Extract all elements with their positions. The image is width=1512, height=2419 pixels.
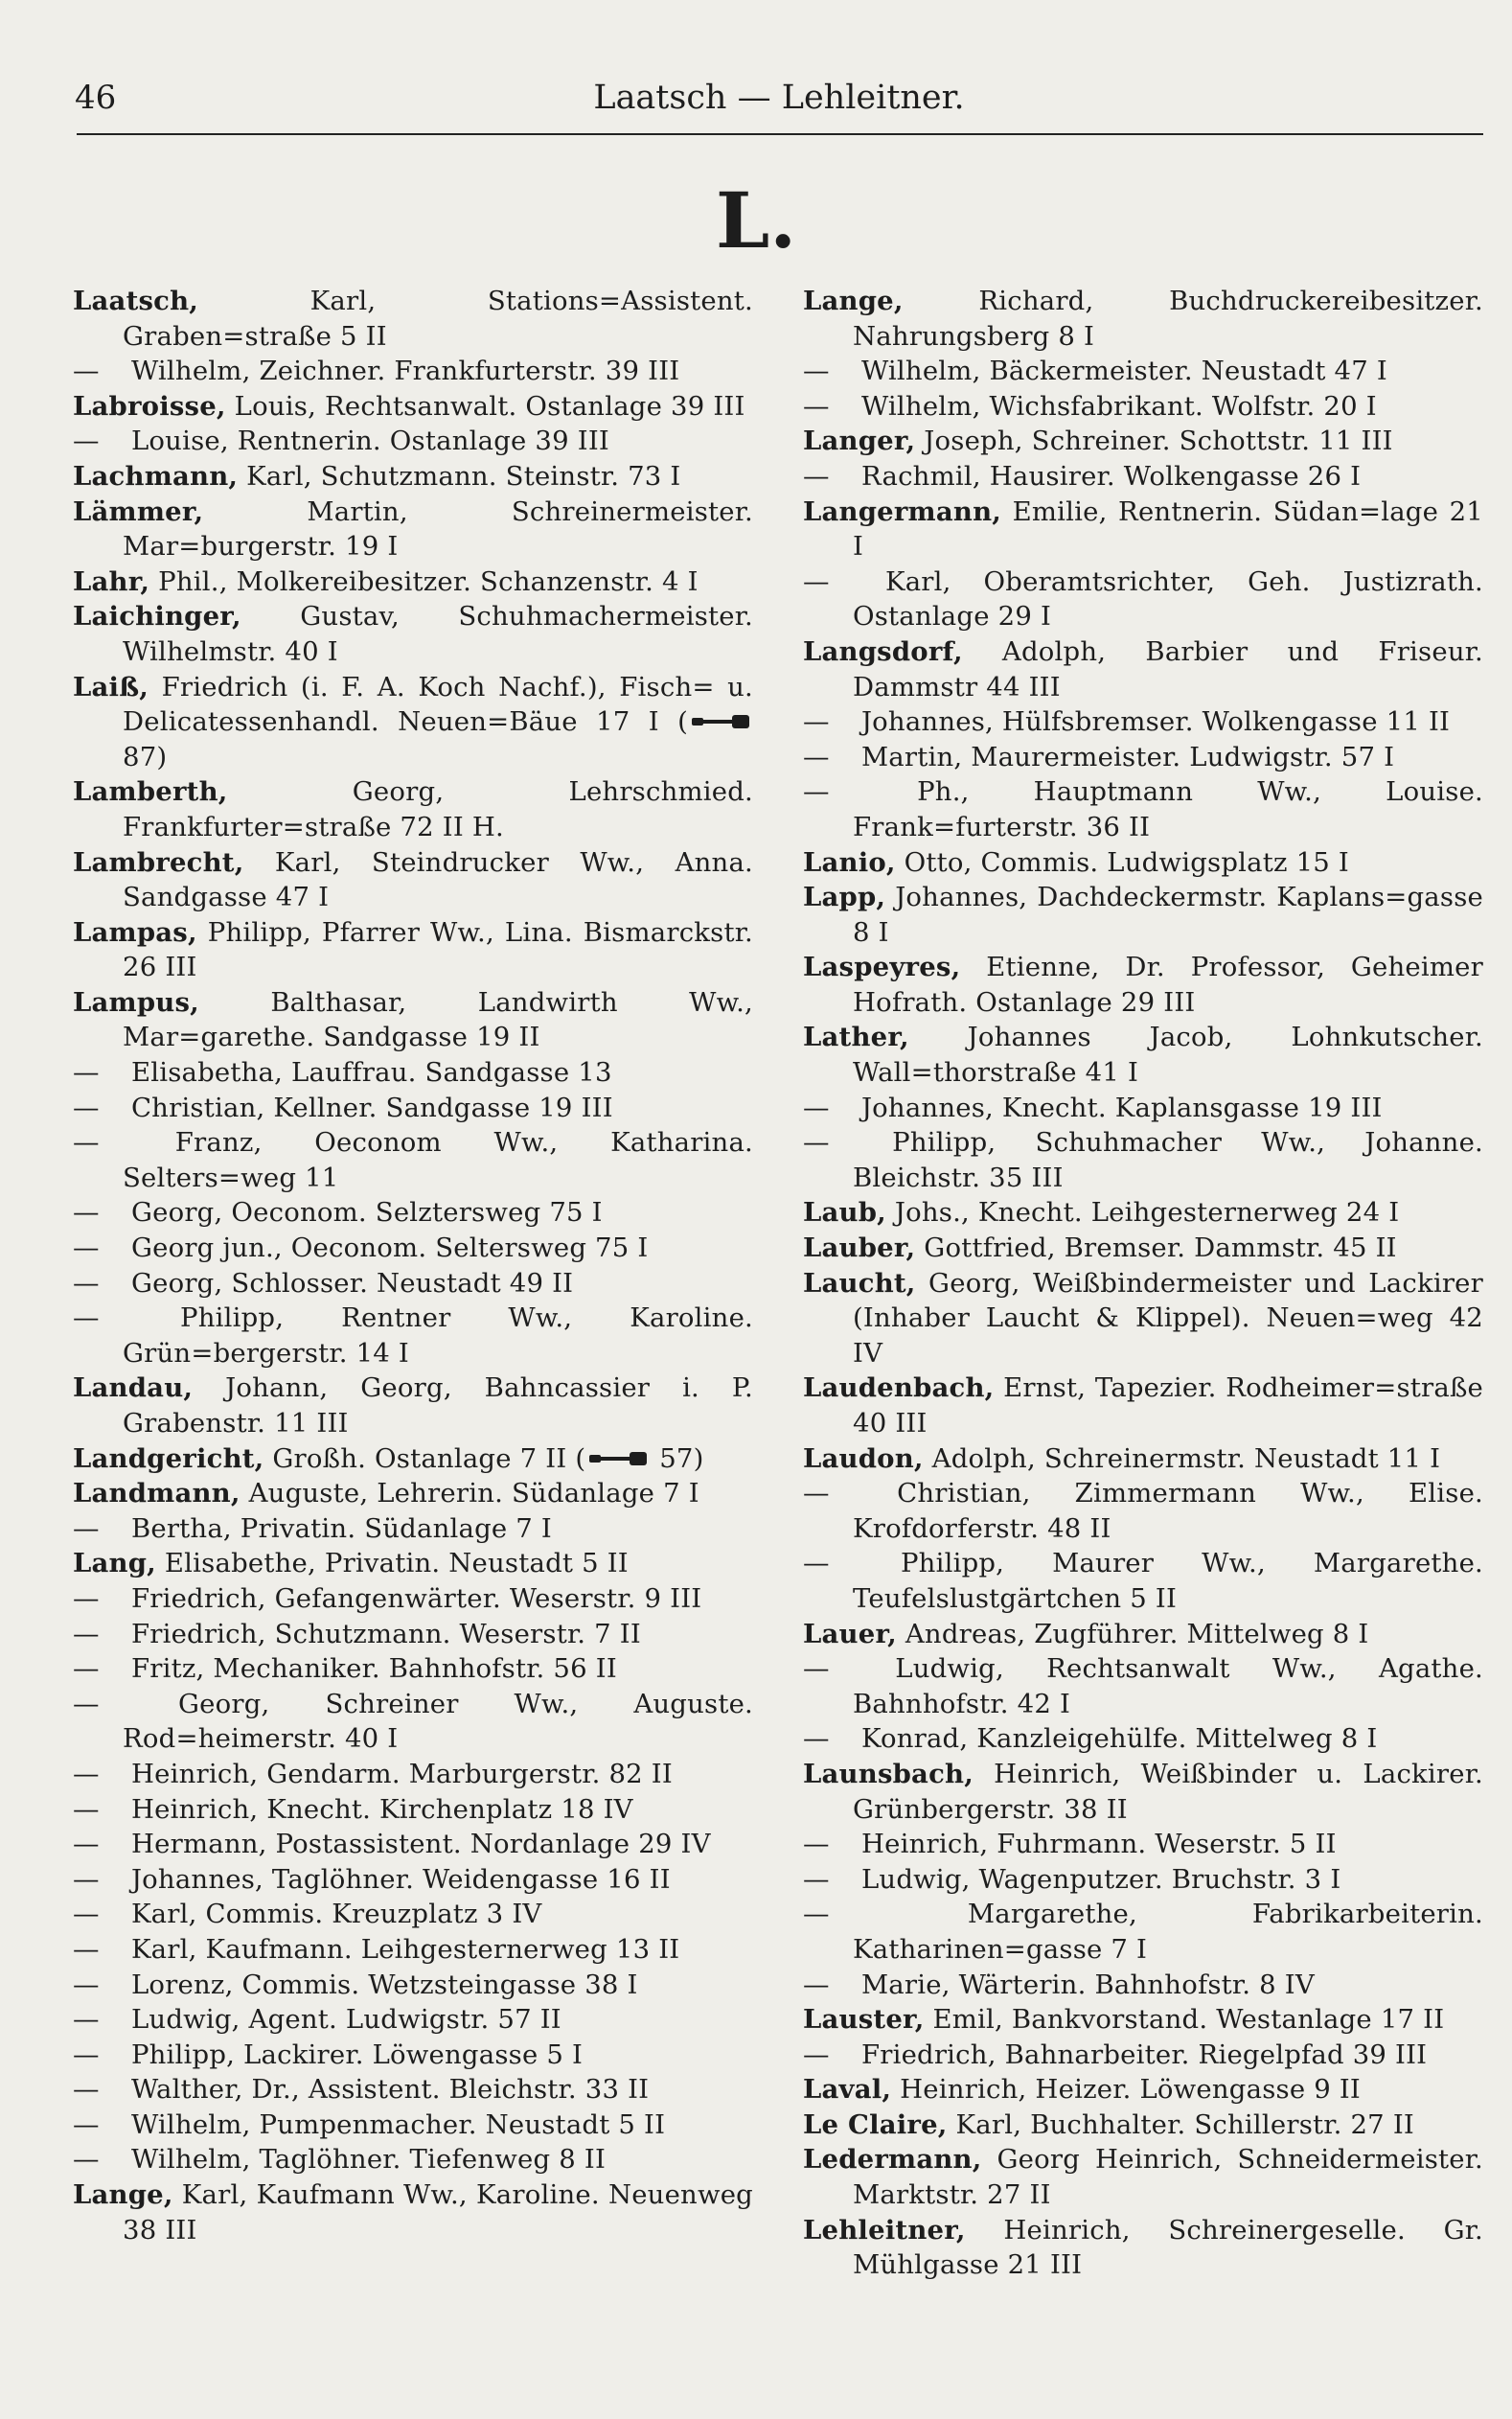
directory-entry: [73, 1511, 753, 1547]
entry-details: Andreas, Zugführer. Mittelweg 8 I: [896, 1618, 1369, 1649]
entry-details: Ph., Hauptmann Ww., Louise. Frank=furterstr. 36 II: [853, 776, 1483, 842]
entry-details: Martin, Schreinermeister. Mar=burgerstr. 19 I: [123, 495, 753, 563]
entry-surname: Lahr,: [73, 565, 150, 597]
directory-entry: [803, 354, 1483, 389]
entry-details: Johannes, Dachdeckermstr. Kaplans=gasse 8 I: [853, 882, 1483, 948]
entry-details: Ernst, Tapezier. Rodheimer=straße 40 III: [853, 1372, 1483, 1439]
directory-entry: [73, 495, 753, 564]
same-surname-dash: —: [73, 2004, 100, 2036]
directory-entry: [803, 2213, 1483, 2283]
directory-entry: [73, 1651, 753, 1687]
entry-surname: Langsdorf,: [803, 635, 963, 667]
entry-details: Heinrich, Fuhrmann. Weserstr. 5 II: [853, 1829, 1337, 1860]
entry-details: Wilhelm, Pumpenmacher. Neustadt 5 II: [123, 2108, 666, 2140]
directory-entry: [803, 1827, 1483, 1862]
directory-entry: [73, 599, 753, 669]
entry-details: Emilie, Rentnerin. Südan=lage 21 I: [853, 495, 1483, 563]
same-surname-dash: —: [803, 1723, 830, 1755]
directory-entry: [803, 1617, 1483, 1652]
same-surname-dash: —: [803, 565, 830, 597]
directory-entry: [803, 774, 1483, 844]
directory-entry: [73, 564, 753, 600]
directory-entry: [803, 1266, 1483, 1371]
entry-details: Wilhelm, Taglöhner. Tiefenweg 8 II: [123, 2144, 607, 2176]
entry-details: Philipp, Rentner Ww., Karoline. Grün=bergerstr. 14 I: [123, 1302, 753, 1369]
same-surname-dash: —: [73, 1969, 100, 2000]
entry-details: Großh. Ostanlage 7 II (: [263, 1442, 586, 1474]
entry-details: Karl, Kaufmann. Leihgesternerweg 13 II: [123, 1933, 680, 1965]
same-surname-dash: —: [73, 1618, 100, 1649]
entry-details: Johannes, Taglöhner. Weidengasse 16 II: [123, 1863, 671, 1895]
directory-entry: [73, 424, 753, 459]
entry-surname: Lambrecht,: [73, 846, 244, 878]
directory-entry: [73, 389, 753, 425]
entry-details: Martin, Maurermeister. Ludwigstr. 57 I: [853, 741, 1395, 772]
directory-entry: [803, 1195, 1483, 1231]
directory-entry: [803, 389, 1483, 425]
directory-entry: [73, 354, 753, 389]
directory-entry: [803, 1091, 1483, 1126]
same-surname-dash: —: [73, 1127, 100, 1159]
directory-entry: [73, 1968, 753, 2003]
directory-entry: [803, 634, 1483, 704]
directory-entry: [803, 1651, 1483, 1721]
entry-details: Adolph, Schreinermstr. Neustadt 11 I: [923, 1442, 1441, 1474]
page-number: 46: [75, 79, 117, 117]
directory-entry: [803, 1125, 1483, 1195]
same-surname-dash: —: [803, 1478, 830, 1509]
entry-surname: Lange,: [73, 2179, 173, 2211]
entry-surname: Lampas,: [73, 916, 197, 948]
entry-details: Adolph, Barbier und Friseur. Dammstr 44 III: [853, 635, 1483, 703]
directory-entry: [73, 774, 753, 844]
entry-details: Heinrich, Heizer. Löwengasse 9 II: [891, 2074, 1361, 2106]
directory-entry: [803, 495, 1483, 564]
entry-details: Balthasar, Landwirth Ww., Mar=garethe. Sandgasse 19 II: [123, 986, 753, 1053]
directory-entry: [73, 1125, 753, 1195]
entry-details: Heinrich, Gendarm. Marburgerstr. 82 II: [123, 1758, 673, 1789]
directory-entry: [803, 704, 1483, 740]
entry-surname: Lampus,: [73, 986, 199, 1018]
entry-details: Johannes, Knecht. Kaplansgasse 19 III: [853, 1092, 1383, 1123]
directory-entry: [803, 2038, 1483, 2073]
directory-entry: [73, 915, 753, 985]
entry-details: Fritz, Mechaniker. Bahnhofstr. 56 II: [123, 1653, 617, 1685]
directory-entry: [73, 670, 753, 775]
directory-entry: [73, 1301, 753, 1371]
same-surname-dash: —: [73, 1688, 100, 1719]
directory-entry: [803, 1757, 1483, 1827]
entry-surname: Lather,: [803, 1022, 909, 1053]
entry-details: Philipp, Schuhmacher Ww., Johanne. Bleichstr. 35 III: [853, 1127, 1483, 1193]
directory-entry: [73, 1091, 753, 1126]
entry-details: Friedrich, Bahnarbeiter. Riegelpfad 39 III: [853, 2039, 1428, 2070]
entry-details: Bertha, Privatin. Südanlage 7 I: [123, 1512, 552, 1544]
header-rule: [77, 133, 1483, 135]
entry-details: Johann, Georg, Bahncassier i. P. Grabenstr. 11 III: [123, 1372, 753, 1439]
entry-details: Heinrich, Knecht. Kirchenplatz 18 IV: [123, 1793, 633, 1825]
directory-entry: [73, 2038, 753, 2073]
entry-surname: Laudon,: [803, 1442, 924, 1474]
entry-details: Heinrich, Schreinergeselle. Gr. Mühlgasse 21 III: [853, 2214, 1483, 2281]
same-surname-dash: —: [73, 1512, 100, 1544]
same-surname-dash: —: [803, 1127, 830, 1159]
phone-number: 57): [651, 1442, 704, 1474]
entry-details: Ludwig, Wagenputzer. Bruchstr. 3 I: [853, 1863, 1341, 1895]
entry-details: Gottfried, Bremser. Dammstr. 45 II: [915, 1233, 1397, 1264]
entry-surname: Labroisse,: [73, 390, 226, 422]
same-surname-dash: —: [803, 460, 830, 492]
entry-surname: Landau,: [73, 1372, 194, 1404]
left-column: [73, 284, 753, 2247]
entry-details: Walther, Dr., Assistent. Bleichstr. 33 II: [123, 2074, 650, 2106]
directory-entry: [73, 2002, 753, 2038]
directory-entry: [803, 459, 1483, 495]
phone-number: 87): [123, 741, 168, 772]
entry-details: Philipp, Lackirer. Löwengasse 5 I: [123, 2039, 584, 2070]
directory-entry: [803, 284, 1483, 354]
same-surname-dash: —: [803, 741, 830, 772]
entry-details: Louise, Rentnerin. Ostanlage 39 III: [123, 426, 609, 457]
directory-entry: [803, 740, 1483, 775]
entry-surname: Laval,: [803, 2074, 892, 2106]
entry-details: Philipp, Pfarrer Ww., Lina. Bismarckstr. 26 III: [123, 916, 753, 983]
entry-surname: Le Claire,: [803, 2108, 948, 2140]
entry-details: Konrad, Kanzleigehülfe. Mittelweg 8 I: [853, 1723, 1378, 1755]
entry-details: Johannes Jacob, Lohnkutscher. Wall=thorstraße 41 I: [853, 1022, 1483, 1089]
entry-details: Philipp, Maurer Ww., Margarethe. Teufelslustgärtchen 5 II: [853, 1548, 1483, 1614]
same-surname-dash: —: [73, 1197, 100, 1229]
entry-details: Friedrich (i. F. A. Koch Nachf.), Fisch= u. Delicatessenhandl. Neuen=Bäue 17 I (: [123, 671, 753, 738]
directory-entry: [803, 2108, 1483, 2143]
entry-details: Georg, Oeconom. Selztersweg 75 I: [123, 1197, 603, 1229]
entry-surname: Laatsch,: [73, 286, 199, 316]
entry-surname: Laudenbach,: [803, 1372, 995, 1404]
directory-entry: [73, 2177, 753, 2247]
directory-entry: [803, 2002, 1483, 2038]
same-surname-dash: —: [73, 2074, 100, 2106]
telephone-icon: [587, 1448, 649, 1469]
entry-details: Ludwig, Agent. Ludwigstr. 57 II: [123, 2004, 561, 2036]
entry-surname: Launsbach,: [803, 1758, 974, 1789]
same-surname-dash: —: [803, 1653, 830, 1685]
entry-surname: Lanio,: [803, 846, 896, 878]
entry-surname: Lauster,: [803, 2004, 925, 2036]
directory-entry: [73, 845, 753, 915]
entry-surname: Langermann,: [803, 495, 1002, 527]
directory-entry: [73, 459, 753, 495]
entry-details: Joseph, Schreiner. Schottstr. 11 III: [915, 426, 1393, 457]
directory-entry: [73, 2108, 753, 2143]
same-surname-dash: —: [73, 1582, 100, 1614]
entry-surname: Lämmer,: [73, 495, 204, 527]
entry-details: Friedrich, Schutzmann. Weserstr. 7 II: [123, 1618, 641, 1649]
same-surname-dash: —: [73, 1267, 100, 1299]
entry-details: Christian, Zimmermann Ww., Elise. Krofdorferstr. 48 II: [853, 1478, 1483, 1544]
same-surname-dash: —: [73, 356, 100, 387]
entry-surname: Lauer,: [803, 1618, 897, 1649]
directory-entry: [73, 1617, 753, 1652]
entry-surname: Laspeyres,: [803, 952, 961, 983]
entry-surname: Langer,: [803, 426, 916, 457]
directory-entry: [803, 564, 1483, 634]
section-letter: L.: [715, 175, 797, 265]
directory-entry: [73, 1792, 753, 1828]
entry-details: Auguste, Lehrerin. Südanlage 7 I: [240, 1478, 699, 1509]
entry-details: Georg, Schreiner Ww., Auguste. Rod=heimerstr. 40 I: [123, 1688, 753, 1755]
same-surname-dash: —: [73, 2039, 100, 2070]
entry-details: Karl, Schutzmann. Steinstr. 73 I: [238, 460, 681, 492]
same-surname-dash: —: [803, 1829, 830, 1860]
directory-entry: [73, 1581, 753, 1617]
directory-entry: [73, 2072, 753, 2108]
same-surname-dash: —: [73, 2108, 100, 2140]
same-surname-dash: —: [73, 1057, 100, 1089]
directory-entry: [73, 1371, 753, 1440]
right-column: [803, 284, 1483, 2283]
entry-details: Ludwig, Rechtsanwalt Ww., Agathe. Bahnhofstr. 42 I: [853, 1653, 1483, 1719]
entry-details: Marie, Wärterin. Bahnhofstr. 8 IV: [853, 1969, 1315, 2000]
same-surname-dash: —: [803, 1863, 830, 1895]
entry-details: Georg jun., Oeconom. Seltersweg 75 I: [123, 1233, 649, 1264]
same-surname-dash: —: [803, 1548, 830, 1579]
directory-entry: [803, 1441, 1483, 1477]
entry-details: Karl, Commis. Kreuzplatz 3 IV: [123, 1899, 542, 1930]
same-surname-dash: —: [803, 390, 830, 422]
directory-entry: [803, 2142, 1483, 2212]
directory-entry: [803, 1476, 1483, 1546]
entry-surname: Laucht,: [803, 1267, 916, 1299]
same-surname-dash: —: [73, 1899, 100, 1930]
entry-surname: Lang,: [73, 1548, 156, 1579]
running-head: Laatsch — Lehleitner.: [593, 79, 965, 117]
entry-details: Etienne, Dr. Professor, Geheimer Hofrath. Ostanlage 29 III: [853, 952, 1483, 1018]
entry-details: Rachmil, Hausirer. Wolkengasse 26 I: [853, 460, 1362, 492]
directory-entry: [73, 284, 753, 354]
entry-details: Georg, Weißbindermeister und Lackirer (Inhaber Laucht & Klippel). Neuen=weg 42 IV: [853, 1267, 1483, 1369]
telephone-icon: [690, 711, 751, 732]
entry-details: Karl, Steindrucker Ww., Anna. Sandgasse 47 I: [123, 846, 753, 913]
directory-entry: [73, 1687, 753, 1757]
directory-entry: [803, 1897, 1483, 1967]
directory-entry: [73, 985, 753, 1055]
entry-details: Johannes, Hülfsbremser. Wolkengasse 11 II: [853, 706, 1451, 738]
same-surname-dash: —: [803, 776, 830, 808]
directory-entry: [73, 1441, 753, 1477]
directory-entry: [73, 1827, 753, 1862]
entry-details: Phil., Molkereibesitzer. Schanzenstr. 4 I: [149, 565, 699, 597]
entry-details: Margarethe, Fabrikarbeiterin. Katharinen=gasse 7 I: [853, 1899, 1483, 1965]
entry-details: Georg, Lehrschmied. Frankfurter=straße 72 II H.: [123, 776, 753, 842]
same-surname-dash: —: [73, 426, 100, 457]
entry-details: Lorenz, Commis. Wetzsteingasse 38 I: [123, 1969, 638, 2000]
directory-entry: [73, 1862, 753, 1898]
directory-entry: [73, 1266, 753, 1302]
entry-details: Elisabetha, Lauffrau. Sandgasse 13: [123, 1057, 612, 1089]
directory-entry: [73, 1195, 753, 1231]
directory-entry: [803, 1862, 1483, 1898]
entry-surname: Lange,: [803, 286, 904, 316]
entry-surname: Laub,: [803, 1197, 886, 1229]
directory-entry: [73, 1055, 753, 1091]
entry-surname: Landgericht,: [73, 1442, 264, 1474]
entry-details: Hermann, Postassistent. Nordanlage 29 IV: [123, 1829, 711, 1860]
same-surname-dash: —: [73, 2144, 100, 2176]
entry-details: Louis, Rechtsanwalt. Ostanlage 39 III: [225, 390, 745, 422]
entry-details: Christian, Kellner. Sandgasse 19 III: [123, 1092, 613, 1123]
entry-details: Elisabethe, Privatin. Neustadt 5 II: [155, 1548, 629, 1579]
directory-entry: [803, 1231, 1483, 1266]
directory-entry: [803, 880, 1483, 950]
same-surname-dash: —: [73, 1933, 100, 1965]
page-header: [75, 79, 1483, 127]
entry-details: Emil, Bankvorstand. Westanlage 17 II: [924, 2004, 1445, 2036]
entry-surname: Laiß,: [73, 671, 149, 703]
entry-details: Friedrich, Gefangenwärter. Weserstr. 9 III: [123, 1582, 702, 1614]
entry-surname: Landmann,: [73, 1478, 241, 1509]
entry-details: Wilhelm, Zeichner. Frankfurterstr. 39 III: [123, 356, 680, 387]
directory-entry: [803, 424, 1483, 459]
entry-details: Georg Heinrich, Schneidermeister. Marktstr. 27 II: [853, 2144, 1483, 2211]
entry-surname: Lapp,: [803, 882, 886, 913]
entry-details: Otto, Commis. Ludwigsplatz 15 I: [895, 846, 1349, 878]
directory-entry: [73, 1476, 753, 1511]
directory-entry: [73, 1231, 753, 1266]
directory-entry: [803, 1968, 1483, 2003]
same-surname-dash: —: [73, 1233, 100, 1264]
same-surname-dash: —: [803, 356, 830, 387]
directory-entry: [803, 1371, 1483, 1440]
entry-surname: Lehleitner,: [803, 2214, 966, 2246]
entry-details: Gustav, Schuhmachermeister. Wilhelmstr. 40 I: [123, 601, 753, 667]
directory-entry: [73, 1932, 753, 1968]
entry-surname: Lachmann,: [73, 460, 239, 492]
same-surname-dash: —: [73, 1758, 100, 1789]
same-surname-dash: —: [73, 1302, 100, 1334]
directory-entry: [803, 1546, 1483, 1616]
entry-details: Heinrich, Weißbinder u. Lackirer. Grünbergerstr. 38 II: [853, 1758, 1483, 1825]
same-surname-dash: —: [803, 1969, 830, 2000]
entry-surname: Lamberth,: [73, 776, 228, 808]
entry-details: Karl, Buchhalter. Schillerstr. 27 II: [947, 2108, 1414, 2140]
same-surname-dash: —: [803, 2039, 830, 2070]
directory-entry: [73, 1897, 753, 1932]
directory-entry: [73, 1546, 753, 1581]
directory-entry: [803, 845, 1483, 881]
directory-entry: [803, 1020, 1483, 1090]
same-surname-dash: —: [803, 1899, 830, 1930]
entry-details: Karl, Stations=Assistent. Graben=straße 5 II: [123, 286, 753, 352]
same-surname-dash: —: [73, 1092, 100, 1123]
entry-surname: Lauber,: [803, 1233, 916, 1264]
same-surname-dash: —: [73, 1793, 100, 1825]
entry-details: Franz, Oeconom Ww., Katharina. Selters=weg 11: [123, 1127, 753, 1193]
directory-entry: [73, 1757, 753, 1792]
directory-entry: [803, 2072, 1483, 2108]
same-surname-dash: —: [73, 1829, 100, 1860]
entry-details: Karl, Oberamtsrichter, Geh. Justizrath. Ostanlage 29 I: [853, 565, 1483, 633]
entry-surname: Ledermann,: [803, 2144, 982, 2176]
same-surname-dash: —: [73, 1653, 100, 1685]
directory-entry: [803, 950, 1483, 1020]
entry-details: Georg, Schlosser. Neustadt 49 II: [123, 1267, 574, 1299]
entry-details: Johs., Knecht. Leihgesternerweg 24 I: [885, 1197, 1400, 1229]
same-surname-dash: —: [803, 706, 830, 738]
entry-details: Karl, Kaufmann Ww., Karoline. Neuenweg 38 III: [123, 2179, 753, 2246]
entry-surname: Laichinger,: [73, 601, 241, 633]
same-surname-dash: —: [73, 1863, 100, 1895]
directory-entry: [73, 2142, 753, 2177]
entry-details: Wilhelm, Wichsfabrikant. Wolfstr. 20 I: [853, 390, 1377, 422]
directory-entry: [803, 1721, 1483, 1757]
same-surname-dash: —: [803, 1092, 830, 1123]
entry-details: Richard, Buchdruckereibesitzer. Nahrungsberg 8 I: [853, 286, 1483, 352]
entry-details: Wilhelm, Bäckermeister. Neustadt 47 I: [853, 356, 1387, 387]
